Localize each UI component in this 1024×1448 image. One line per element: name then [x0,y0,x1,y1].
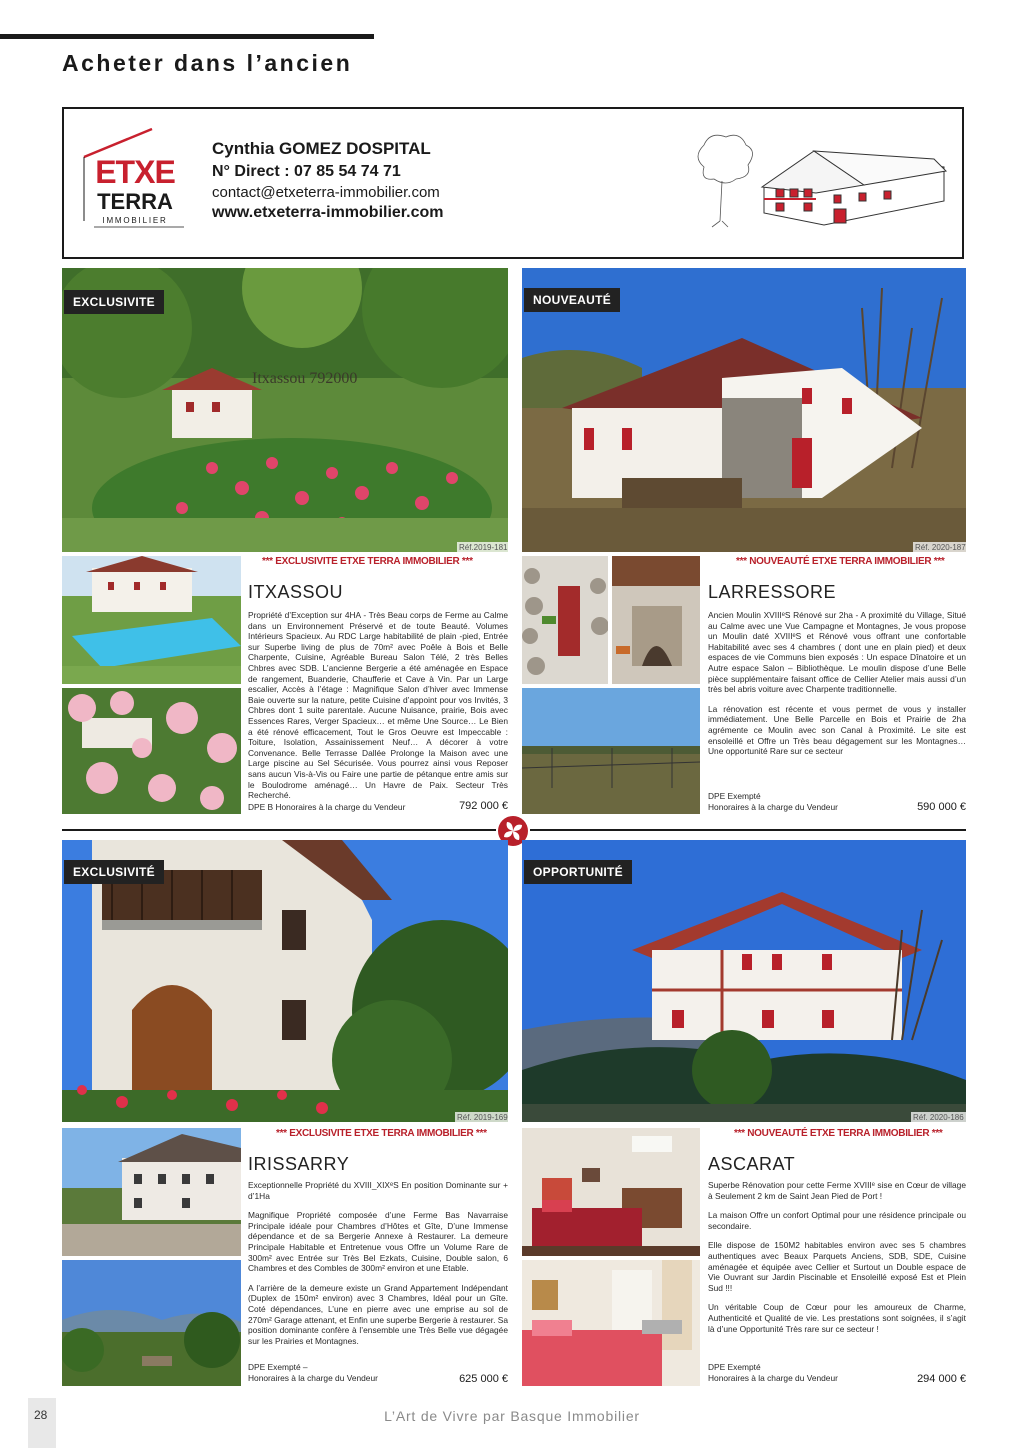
logo-etxe: ETXE [95,154,175,190]
agency-contact [212,139,443,222]
listing-2-promo: *** NOUVEAUTÉ ETXE TERRA IMMOBILIER *** [736,556,945,567]
listing-1-paragraph: Propriété d’Exception sur 4HA - Très Beau corps de Ferme au Calme dans un Environnement Préservé et de toute Beauté. Volumes Intérieurs Spacieux. Au RDC Large habitabilité de plain -pied, Entrée sur Superbe living de plus de 70m² avec Poêle à Bois et Belle Charpente, Cuisine, Agréable Bureau Salon Télé, 2 très Belles Chbres avec SDB. L’ancienne Bergerie a été aménagée en Espace de rangement, Buanderie, Chaufferie et Cave à Vin. Par un Large escalier, Accès à l’étage : Magnifique Salon d’hiver avec Immense Baie ouverte sur la nature, petite Cuisine d’appoint pour vos Invités, 3 Chbres dont 1 suite parentale. Aucune Nuisance, prairie, Bois avec Essences Rares, Verger Spacieux… et même Une Source… Le Bien a été rénové efficacement, Tout le Gros Oeuvre est Impeccable : Toiture, Isolation, Assainissement Neuf… A décorer à votre Convenance. Belle Terrasse Dallée Prolonge la Maison avec une Large piscine au Sel Sécurisée. Vous pourrez ainsi vous Reposer sans aucun Vis-à-Vis ou Faire une partie de pétanque entre amis sur le Boulodrome aménagé… Un Havre de Paix. Secteur Très Recherché. [248,610,508,801]
logo-immobilier: IMMOBILIER [102,216,168,225]
listing-2-price: 590 000 € [917,801,966,813]
listing-4-paragraph: Superbe Rénovation pour cette Ferme XVIIIᵉ sise en Cœur de village à Seulement 2 km de Saint Jean Pied de Port ! [708,1180,966,1201]
listing-2-paragraph: La rénovation est récente et vous permet de vous y installer immédiatement. Une Belle Parcelle en Bois et Prairie de 2ha agrémente ce Moulin avec son Canal à Proximité. Le site est ensoleillé et Offre un Très beau dégagement sur les Montagnes… Une opportunité Rare sur ce secteur [708,703,966,757]
contact-email[interactable]: contact@etxeterra-immobilier.com [212,184,440,201]
listing-1-description [248,610,508,801]
listing-4-paragraph: Elle dispose de 150M2 habitables environ avec ses 5 chambres authentiques avec Beaux Parquets Anciens, SDB, SDE, Cuisine aménagée et équipée avec Cellier et Surtout un Double espace de Vie Ouvrant sur Jardin Piscinable et Ensoleillé exposé Est et Plein Sud !!! [708,1240,966,1293]
listing-2-fireplace-photo[interactable] [612,556,700,684]
listing-2-paragraph: Ancien Moulin XVIIIᵉS Rénové sur 2ha - A proximité du Village, Situé au Calme avec une Vue Campagne et Montagnes, Je vous propose un Moulin daté XVIIIᵉS et Rénové vous offrant une confortable Habitabilité avec ses 4 chambres ( dont une en plain pied) et deux espaces de vie Communs bien exposés : Un espace Dînatoire et un Autre espace Salon – Bibliothèque. Le moulin dispose d’une Belle pièce supplémentaire faisant office de Cellier Atelier mais aussi d’un très bel abris voiture avec Charpente traditionnelle. [708,610,966,695]
listing-3-paragraph: Magnifique Propriété composée d’une Ferme Bas Navarraise Principale idéale pour Chambres d’Hôtes et Gîte, D’une Immense dépendance et de sa Bergerie Annexe à Restaurer. La demeure Principale Habitable et Entretenue vous Offre un Volume Rare de 300m² avec Entrée sur Très Bel Ezkats, Cuisine, Double salon, 6 Chambres et des Combles de 300m² environ et une Etable. [248,1210,508,1274]
listing-3-price: 625 000 € [459,1373,508,1385]
listing-4-city: ASCARAT [708,1154,796,1174]
listing-3-city: IRISSARRY [248,1154,350,1174]
section-divider-right [530,829,966,831]
page-number: 28 [34,1408,48,1422]
listing-4-paragraph: Un véritable Coup de Cœur pour les amoureux de Charme, Authenticité et Qualité de vie. Les prestations sont soignées, il s’agit là d’une Opportunité Très rare sur ce secteur ! [708,1302,966,1334]
listing-4-dpe [708,1362,838,1384]
section-divider-left [62,829,496,831]
basque-house-illustration [684,127,954,243]
listing-2-stone-photo[interactable] [522,556,608,684]
listing-2-dpe [708,791,838,813]
listing-1-promo: *** EXCLUSIVITE ETXE TERRA IMMOBILIER *** [262,556,473,567]
listing-1-flowers-photo[interactable] [62,688,241,814]
contact-phone[interactable]: N° Direct : 07 85 54 74 71 [212,163,401,180]
listing-2-ref: Réf. 2020-187 [915,543,966,552]
contact-name: Cynthia GOMEZ DOSPITAL [212,139,431,158]
listing-3-paragraph: A l’arrière de la demeure existe un Grand Appartement Indépendant (Duplex de 150m² environ) avec 3 Chambres, Idéal pour un Gîte. Coté dépendances, L’une en pierre avec une emprise au sol de 270m² Garage attenant, et Enfin une superbe Bergerie à restaurer. Sa position dominante confère à l’ensemble une Très Belle vue dégagée sur les Prairies et Montagnes. [248,1282,508,1346]
listing-1-ref: Réf.2019-181 [459,543,508,552]
listing-3-fees-line: Honoraires à la charge du Vendeur [248,1373,378,1383]
listing-2-fees-line: Honoraires à la charge du Vendeur [708,802,838,812]
listing-4-bedroom-photo[interactable] [522,1128,700,1256]
listing-4-badge: OPPORTUNITÉ [524,860,632,884]
page-title: Acheter dans l’ancien [62,50,353,76]
listing-3-farmhouse-photo[interactable] [62,1128,241,1256]
listing-1-city: ITXASSOU [248,582,344,602]
listing-4-fees-line: Honoraires à la charge du Vendeur [708,1373,838,1383]
listing-4-price: 294 000 € [917,1373,966,1385]
listing-2-description [708,610,966,757]
listing-4-promo: *** NOUVEAUTÉ ETXE TERRA IMMOBILIER *** [734,1128,943,1139]
etxe-terra-logo [80,127,190,237]
listing-4-bedroom-2-photo[interactable] [522,1260,700,1386]
listing-2-city: LARRESSORE [708,582,837,602]
listing-3-paragraph: Exceptionnelle Propriété du XVIII_XIXᵉS En position Dominante sur + d’1Ha [248,1180,508,1201]
listing-1-pool-photo[interactable] [62,556,241,684]
listing-2-meadow-photo[interactable] [522,688,700,814]
listing-4-description [708,1180,966,1334]
listing-3-view-photo[interactable] [62,1260,241,1386]
listing-1-price: 792 000 € [459,800,508,812]
listing-2-dpe-line: DPE Exempté [708,791,761,801]
listing-3-ref: Réf. 2019-169 [457,1113,508,1122]
footer-tagline: L’Art de Vivre par Basque Immobilier [384,1408,640,1424]
header-rule [0,34,374,39]
listing-3-dpe-line: DPE Exempté – [248,1362,308,1372]
listing-1-badge: EXCLUSIVITE [64,290,164,314]
listing-4-ref: Réf. 2020-186 [913,1113,964,1122]
listing-3-badge: EXCLUSIVITÉ [64,860,164,884]
listing-1-photo-caption: Itxassou 792000 [252,370,358,387]
listing-3-promo: *** EXCLUSIVITE ETXE TERRA IMMOBILIER *** [276,1128,487,1139]
listing-3-dpe [248,1362,378,1384]
listing-1-dpe: DPE B Honoraires à la charge du Vendeur [248,802,406,812]
listing-3-description [248,1180,508,1346]
agency-box [62,107,964,259]
listing-4-paragraph: La maison Offre un confort Optimal pour une résidence principale ou secondaire. [708,1210,966,1231]
contact-website[interactable]: www.etxeterra-immobilier.com [212,204,444,221]
listing-2-badge: NOUVEAUTÉ [524,288,620,312]
logo-terra: TERRA [97,189,173,214]
listing-4-dpe-line: DPE Exempté [708,1362,761,1372]
